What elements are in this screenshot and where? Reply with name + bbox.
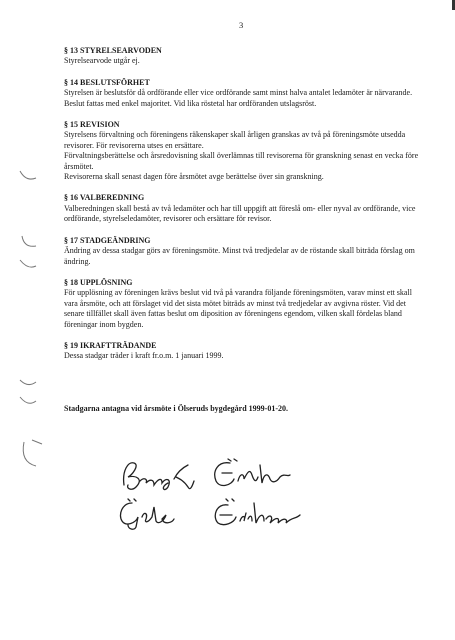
- section-paragraph: Dessa stadgar träder i kraft fr.o.m. 1 januari 1999.: [64, 351, 224, 361]
- binder-hole-mark-icon: [18, 438, 44, 470]
- adoption-note: Stadgarna antagna vid årsmöte i Ölseruds bygdegård 1999-01-20.: [64, 404, 289, 413]
- section-heading: § 18 UPPLÖSNING: [64, 277, 133, 287]
- handwritten-signature-icon: [118, 457, 208, 493]
- handwritten-signature-icon: [114, 497, 178, 531]
- section-14: [64, 78, 424, 109]
- section-17: [64, 236, 424, 267]
- section-paragraph: Revisorerna skall senast dagen före årsmötet avge berättelse över sin granskning.: [64, 172, 324, 182]
- handwritten-signature-icon: [208, 495, 304, 531]
- binder-hole-mark-icon: [18, 258, 38, 272]
- section-16: [64, 193, 424, 224]
- section-19: [64, 341, 424, 362]
- binder-hole-mark-icon: [18, 378, 38, 390]
- section-paragraph: Styrelsearvode utgår ej.: [64, 56, 140, 66]
- section-heading: § 13 STYRELSEARVODEN: [64, 46, 162, 55]
- binder-hole-mark-icon: [18, 395, 38, 409]
- section-paragraph: Valberedningen skall bestå av två ledamöter och har till uppgift att föreslå om- eller nyval av ordförande, vice ordförande, styrelseledamöter, revisorer och ersättare för revisor.: [64, 203, 416, 224]
- binder-hole-mark-icon: [18, 234, 38, 252]
- section-heading: § 16 VALBEREDNING: [64, 193, 145, 203]
- section-paragraph: För upplösning av föreningen krävs beslut vid två på varandra följande föreningsmöten, varav minst ett skall vara årsmöte, och att förslaget vid det sista mötet biträds av minst två tredjedelar av avgivna röster. Vid det senare tillfället skall även fattas beslut om diposition av föreningens egendom, vilken skall fördelas bland föreningar inom bygden.: [64, 288, 412, 329]
- section-paragraph: Styrelsen är beslutsför då ordförande eller vice ordförande samt minst halva antalet ledamöter är närvarande. Beslut fattas med enkel majoritet. Vid lika röstetal har ordföranden utslagsröst.: [64, 88, 413, 108]
- section-heading: § 14 BESLUTSFÖRHET: [64, 77, 150, 87]
- section-heading: § 17 STADGEÄNDRING: [64, 235, 151, 245]
- section-heading: § 19 IKRAFTTRÄDANDE: [64, 340, 157, 350]
- section-18: [64, 278, 424, 330]
- section-paragraph: Ändring av dessa stadgar görs av föreningsmöte. Minst två tredjedelar av de röstande skall biträda förslag om ändring.: [64, 246, 415, 266]
- section-15: [64, 120, 424, 182]
- page-number: 3: [239, 20, 244, 30]
- bylaws-body: [64, 46, 424, 373]
- section-heading: § 15 REVISION: [64, 120, 120, 130]
- section-paragraph: Styrelsens förvaltning och föreningens räkenskaper skall årligen granskas av två på föreningsmöte utsedda revisorer. För revisorerna utses en ersättare.: [64, 130, 406, 150]
- binder-hole-mark-icon: [18, 168, 38, 184]
- section-paragraph: Förvaltningsberättelse och årsredovisning skall överlämnas till revisorerna för granskning senast en vecka före årsmötet.: [64, 151, 419, 171]
- section-13: [64, 46, 424, 67]
- handwritten-signature-icon: [208, 455, 292, 491]
